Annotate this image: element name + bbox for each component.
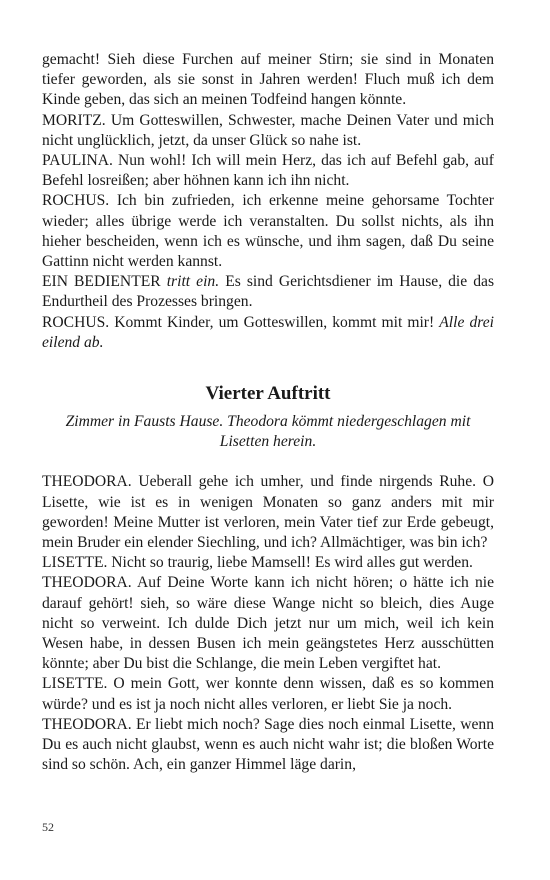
dialogue-line	[42, 674, 494, 714]
dialogue-line	[42, 715, 494, 776]
text-block: gemacht! Sieh diese Furchen auf meiner Stirn; sie sind in Monaten tiefer geworden, als sie sonst in Jahren werden! Fluch muß ich dem Kinde geben, das sich an meinen Todfeind hangen könnte.	[42, 51, 494, 109]
dialogue-text: Um Gotteswillen, Schwester, mache Deinen Vater und mich nicht unglücklich, jetzt, da unser Glück so nahe ist.	[42, 111, 494, 149]
dialogue-text: O mein Gott, wer konnte denn wissen, daß es so kommen würde? und es ist ja noch nicht alles verloren, er liebt Sie ja noch.	[42, 675, 494, 713]
dialogue-line	[42, 313, 494, 353]
dialogue-text: Ueberall gehe ich umher, und finde nirgends Ruhe. O Lisette, wie ist es in wenigen Monaten so ganz anders mit mir geworden! Meine Mutter ist verloren, mein Vater tief zur Erde gebeugt, mein Bruder ein elender Siechling, und ich? Allmächtiger, was bin ich?	[42, 473, 494, 552]
inline-stage-direction: tritt ein.	[166, 273, 220, 291]
dialogue-text: Es sind Gerichtsdiener im Hause, die das Endurtheil des Prozesses bringen.	[42, 273, 495, 311]
speaker-name: THEODORA.	[42, 473, 132, 491]
stage-direction: Alle drei eilend ab.	[42, 313, 494, 351]
dialogue-line	[42, 472, 494, 553]
speaker-name: THEODORA.	[42, 715, 132, 733]
dialogue-text: Er liebt mich noch? Sage dies noch einmal Lisette, wenn Du es auch nicht glaubst, wenn es auch nicht wahr ist; die bloßen Worte sind so schön. Ach, ein ganzer Himmel läge darin,	[42, 715, 495, 774]
speaker-name: EIN BEDIENTER	[42, 273, 161, 291]
dialogue-line	[42, 573, 494, 674]
scene-title: Vierter Auftritt	[205, 383, 331, 405]
speaker-name: ROCHUS.	[42, 313, 110, 331]
speaker-name: ROCHUS.	[42, 192, 110, 210]
dialogue-line	[42, 191, 494, 272]
dialogue-line	[42, 272, 494, 312]
dialogue-text: Kommt Kinder, um Gotteswillen, kommt mit mir!	[114, 313, 435, 331]
speaker-name: THEODORA.	[42, 574, 132, 592]
dialogue-line	[42, 111, 494, 151]
page-body	[42, 50, 494, 776]
dialogue-text: Nun wohl! Ich will mein Herz, das ich auf Befehl gab, auf Befehl losreißen; aber höhnen kann ich ihn nicht.	[42, 152, 494, 190]
scene-direction: Zimmer in Fausts Hause. Theodora kömmt niedergeschlagen mit Lisetten herein.	[65, 413, 471, 451]
speaker-name: LISETTE.	[42, 675, 108, 693]
speaker-name: PAULINA.	[42, 152, 113, 170]
page-number: 52	[42, 820, 54, 834]
dialogue-line	[42, 151, 494, 191]
dialogue-text: Auf Deine Worte kann ich nicht hören; o hätte ich nie darauf gehört! sieh, so wäre diese Wange nicht so bleich, dies Auge nicht so verweint. Ich dulde Dich jetzt nur um mich, weil ich kein Wesen habe, in dessen Busen ich mein geängstetes Herz ausschütten könnte; aber Du bist die Schlange, die mein Leben vergiftet hat.	[42, 574, 494, 673]
dialogue-text: Ich bin zufrieden, ich erkenne meine gehorsame Tochter wieder; alles übrige werde ich veranstalten. Du sollst nichts, als ihn hieher bescheiden, wenn ich es wünsche, und ihm sagen, daß Du seine Gattinn nicht werden kannst.	[42, 192, 494, 271]
dialogue-text: Nicht so traurig, liebe Mamsell! Es wird alles gut werden.	[111, 554, 473, 572]
speaker-name: LISETTE.	[42, 554, 108, 572]
speaker-name: MORITZ.	[42, 111, 106, 129]
dialogue-line	[42, 553, 494, 573]
